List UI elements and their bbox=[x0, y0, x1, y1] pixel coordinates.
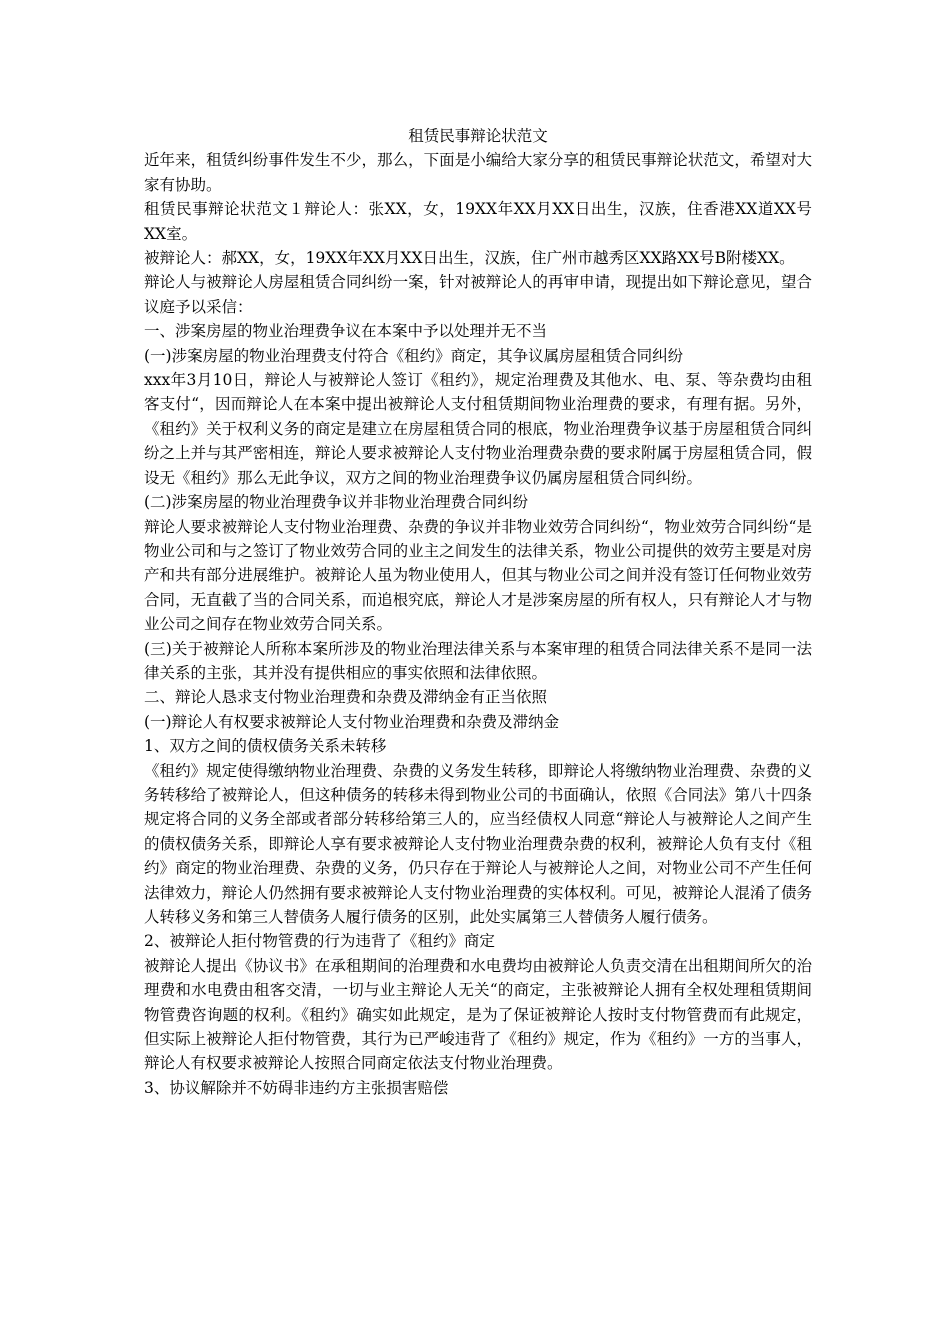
paragraph-defendant-info: 租赁民事辩论状范文１辩论人：张XX，女，19XX年XX月XX日出生，汉族，住香港XX道XX号XX室。 bbox=[144, 200, 812, 243]
point-2-1-3: 3、协议解除并不妨碍非违约方主张损害赔偿 bbox=[144, 1078, 449, 1097]
paragraph-1-2-body: 辩论人要求被辩论人支付物业治理费、杂费的争议并非物业效劳合同纠纷“，物业效劳合同纠纷“是物业公司和与之签订了物业效劳合同的业主之间发生的法律关系，物业公司提供的效劳主要是对房产和共有部分进展维护。被辩论人虽为物业使用人，但其与物业公司之间并没有签订任何物业效劳合同，无直截了当的合同关系，而追根究底，辩论人才是涉案房屋的所有权人，只有辩论人才与物业公司之间存在物业效劳合同关系。 bbox=[144, 517, 812, 634]
subheading-2-1: (一)辩论人有权要求被辩论人支付物业治理费和杂费及滞纳金 bbox=[144, 712, 560, 731]
subheading-1-2: (二)涉案房屋的物业治理费争议并非物业治理费合同纠纷 bbox=[144, 493, 529, 512]
point-2-1-2: 2、被辩论人拒付物管费的行为违背了《租约》商定 bbox=[144, 932, 495, 951]
heading-section-1: 一、涉案房屋的物业治理费争议在本案中予以处理并无不当 bbox=[144, 322, 548, 341]
point-2-1-1: 1、双方之间的债权债务关系未转移 bbox=[144, 737, 387, 756]
paragraph-intro: 近年来，租赁纠纷事件发生不少，那么，下面是小编给大家分享的租赁民事辩论状范文，希望对大家有协助。 bbox=[144, 151, 812, 194]
document-title: 租赁民事辩论状范文 bbox=[408, 127, 548, 145]
subheading-1-1: (一)涉案房屋的物业治理费支付符合《租约》商定，其争议属房屋租赁合同纠纷 bbox=[144, 346, 684, 365]
paragraph-2-1-2-body: 被辩论人提出《协议书》在承租期间的治理费和水电费均由被辩论人负责交清在出租期间所欠的治理费和水电费由租客交清，一切与业主辩论人无关“的商定，主张被辩论人拥有全权处理租赁期间物管费咨询题的权利。《租约》确实如此规定，是为了保证被辩论人按时支付物管费而有此规定，但实际上被辩论人拒付物管费，其行为已严峻违背了《租约》规定，作为《租约》一方的当事人，辩论人有权要求被辩论人按照合同商定依法支付物业治理费。 bbox=[144, 956, 812, 1073]
paragraph-2-1-1-body: 《租约》规定使得缴纳物业治理费、杂费的义务发生转移，即辩论人将缴纳物业治理费、杂费的义务转移给了被辩论人，但这种债务的转移未得到物业公司的书面确认，依照《合同法》第八十四条规定将合同的义务全部或者部分转移给第三人的，应当经债权人同意“辩论人与被辩论人之间产生的债权债务关系，即辩论人享有要求被辩论人支付物业治理费杂费的权利，被辩论人负有支付《租约》商定的物业治理费、杂费的义务，仍只存在于辩论人与被辩论人之间，对物业公司不产生任何法律效力，辩论人仍然拥有要求被辩论人支付物业治理费的实体权利。可见，被辩论人混淆了债务人转移义务和第三人替债务人履行债务的区别，此处实属第三人替债务人履行债务。 bbox=[144, 761, 812, 926]
heading-section-2: 二、辩论人恳求支付物业治理费和杂费及滞纳金有正当依照 bbox=[144, 688, 548, 707]
paragraph-respondent-info: 被辩论人：郝XX，女，19XX年XX月XX日出生，汉族，住广州市越秀区XX路XX号B附楼XX。 bbox=[144, 249, 795, 268]
document-page bbox=[144, 124, 812, 1100]
paragraph-1-1-body: xxx年3月10日，辩论人与被辩论人签订《租约》，规定治理费及其他水、电、泵、等杂费均由租客支付“，因而辩论人在本案中提出被辩论人支付租赁期间物业治理费的要求，有理有据。另外，《租约》关于权利义务的商定是建立在房屋租赁合同的根底，物业治理费争议基于房屋租赁合同纠纷之上并与其严密相连，辩论人要求被辩论人支付物业治理费杂费的要求附属于房屋租赁合同，假设无《租约》那么无此争议，双方之间的物业治理费争议仍属房屋租赁合同纠纷。 bbox=[144, 371, 812, 487]
paragraph-case-summary: 辩论人与被辩论人房屋租赁合同纠纷一案，针对被辩论人的再审申请，现提出如下辩论意见，望合议庭予以采信： bbox=[144, 273, 812, 316]
subheading-1-3: (三)关于被辩论人所称本案所涉及的物业治理法律关系与本案审理的租赁合同法律关系不是同一法律关系的主张，其并没有提供相应的事实依照和法律依照。 bbox=[144, 639, 812, 682]
